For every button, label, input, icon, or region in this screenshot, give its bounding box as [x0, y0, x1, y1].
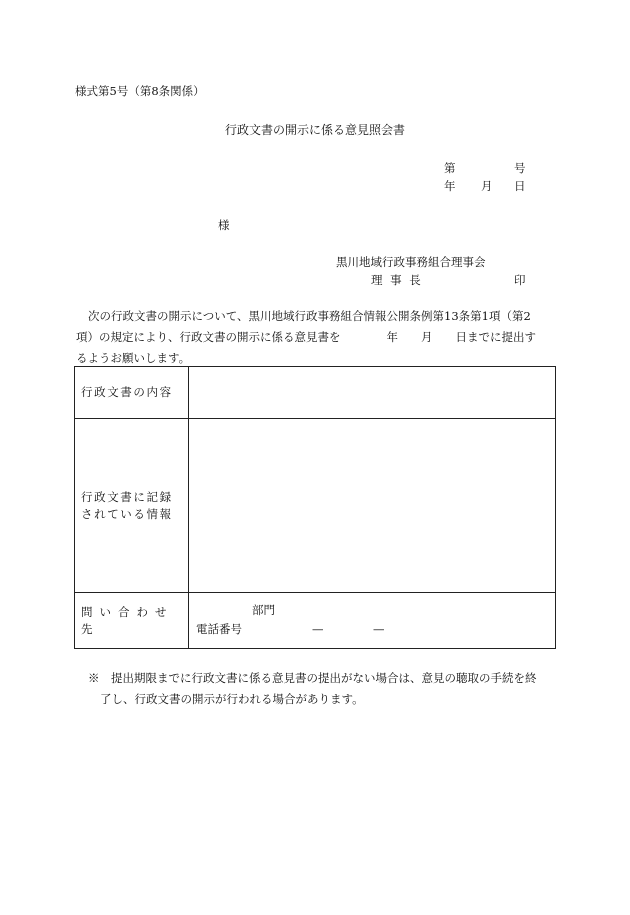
doc-number-suffix: 号: [514, 161, 526, 175]
sender-organization: 黒川地域行政事務組合理事会: [336, 255, 486, 269]
field-document-content: [189, 367, 556, 419]
date-year: 年: [444, 179, 456, 193]
label-recorded-info-line2: されている情報: [81, 506, 173, 521]
row-contact: [75, 593, 556, 649]
body-line-3: るようお願いします。: [76, 351, 191, 365]
field-recorded-info: [189, 419, 556, 593]
footnote: [88, 668, 558, 710]
label-contact: 問い合わせ先: [75, 593, 189, 649]
doc-number-prefix: 第: [444, 161, 456, 175]
info-table: [74, 366, 556, 649]
row-recorded-info: [75, 419, 556, 593]
dept-label: 部門: [252, 603, 275, 617]
date-day: 日: [514, 179, 526, 193]
row-document-content: [75, 367, 556, 419]
addressee-suffix: 様: [218, 218, 230, 232]
note-line-1: ※ 提出期限までに行政文書に係る意見書の提出がない場合は、意見の聴取の手続を終: [88, 671, 537, 685]
request-body: [76, 306, 556, 369]
label-recorded-info: [75, 419, 189, 593]
label-document-content: 行政文書の内容: [75, 367, 189, 419]
seal-mark: 印: [514, 273, 526, 287]
tel-dash-2: —: [373, 622, 385, 636]
field-contact: [189, 593, 556, 649]
body-line-1: 次の行政文書の開示について、黒川地域行政事務組合情報公開条例第13条第1項（第2: [88, 309, 531, 323]
document-title: 行政文書の開示に係る意見照会書: [225, 123, 406, 137]
sender-title: 理 事 長: [371, 273, 423, 287]
note-line-2: 了し、行政文書の開示が行われる場合があります。: [100, 692, 364, 706]
label-recorded-info-line1: 行政文書に記録: [81, 489, 173, 504]
tel-label: 電話番号: [196, 622, 242, 636]
tel-dash-1: —: [312, 622, 324, 636]
form-number: 様式第5号（第8条関係）: [75, 84, 205, 98]
body-line-2: 項）の規定により、行政文書の開示に係る意見書を 年 月 日までに提出す: [76, 330, 536, 344]
date-month: 月: [481, 179, 493, 193]
